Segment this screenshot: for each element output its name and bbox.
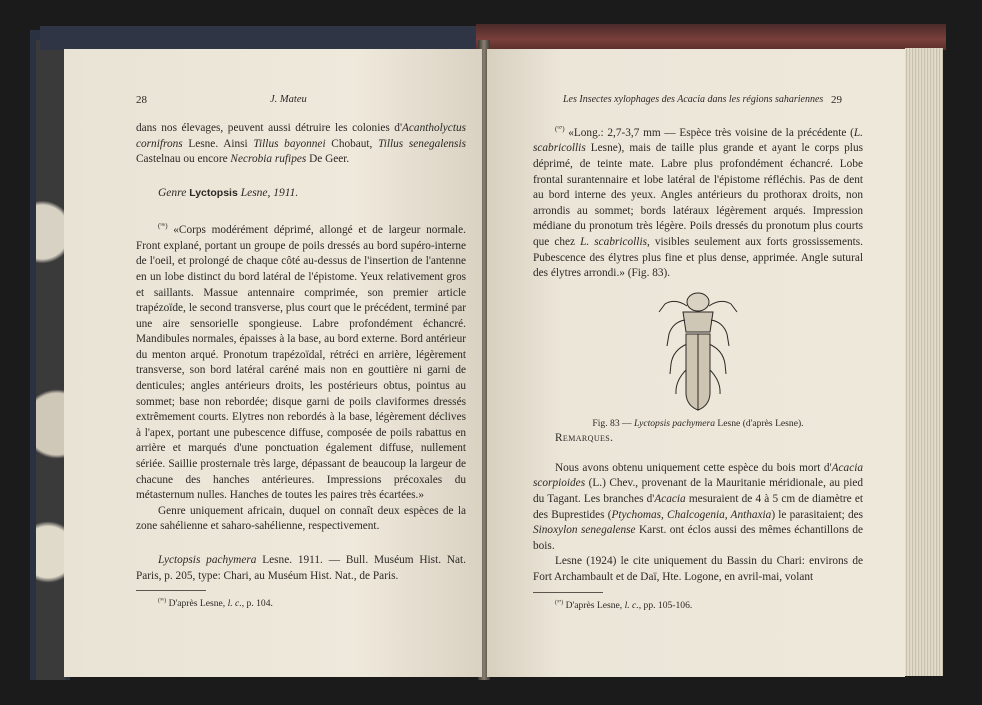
right-page [487, 49, 905, 677]
right-running-head: Les Insectes xylophages des Acacia dans les régions sahariennes [563, 94, 824, 105]
remarques-heading: Remarques. [555, 432, 614, 445]
left-page [64, 49, 482, 677]
book-top-board [476, 24, 946, 50]
left-page-number: 28 [136, 94, 147, 106]
remarques-paragraph-1: Nous avons obtenu uniquement cette espèce du bois mort d'Acacia scorpioides (L.) Chev., provenant de la Mauritanie méridionale, au pied du Tagant. Les branches d'Acacia mesuraient de 4 à 5 cm de diamètre et des Buprestides (Ptychomas, Chalcogenia, Anthaxia) le parasitaient; des Sinoxylon senegalense Karst. ont éclos aussi des mêmes échantillons de bois. [533, 461, 863, 552]
footnote-rule [136, 590, 206, 591]
genre-heading: Genre Lyctopsis Lesne, 1911. [158, 186, 299, 199]
page-fore-edge [905, 48, 943, 676]
book-cover-top [40, 26, 480, 50]
left-running-head: J. Mateu [270, 94, 307, 105]
right-page-number: 29 [831, 94, 842, 106]
figure-caption: Fig. 83 — Lyctopsis pachymera Lesne (d'après Lesne). [592, 417, 804, 429]
remarques-paragraph-2: Lesne (1924) le cite uniquement du Bassin du Chari: environs de Fort Archambault et de Daï, Hte. Logone, en avril-mai, volant [533, 555, 863, 584]
distribution-paragraph: Genre uniquement africain, duquel on connaît deux espèces de la zone sahélienne et saharo-sahélienne, respectivement. [136, 504, 466, 533]
genus-description: $^{(^{96})}$ «Corps modérément déprimé, allongé et de largeur normale. Front explané, portant un groupe de poils dressés au bord supéro-interne de l'oeil, et prolongé de chaque côté au-dessus de l'insertion de l'antenne en un lobe distinct du bord latéral de l'épistome. Yeux relativement gros et saillants. Massue antennaire comprimée, son premier article trapézoïde, le second transverse, plus court que le précédent, terminé par une aire sensorielle spongieuse. Labre profondément échancré. Mandibules normales, épaisses à la base, au bord externe. Bord antérieur du menton arqué. Pronotum trapézoïdal, rétréci en arrière, légèrement transverse, son bord latéral caréné mais non en gouttière ni garni de denticules; angles antérieurs droits, les postérieurs obtus, pointus au sommet; base non rebordée; disque garni de poils claviformes dressés extrêmement courts. Elytres non rebordés à la base, légèrement déclives à l'apex, portant une pubescence diffuse, composée de poils rabattus en arrière et marqués d'une ponctuation également diffuse, nullement sériée. Saillie prosternale très large, dépassant de beaucoup la largeur de chacune des hanches antérieures. Impressions précoxales du métasternum nulles. Hanches de toutes les paires très écartées.» [136, 222, 466, 502]
species-paragraph: Lyctopsis pachymera Lesne. 1911. — Bull. Muséum Hist. Nat. Paris, p. 205, type: Chari, au Muséum Hist. Nat., de Paris. [136, 554, 467, 582]
footnote-rule-right [533, 592, 603, 593]
intro-paragraph: dans nos élevages, peuvent aussi détruire les colonies d'Acantholyctus cornifrons Lesne. Ainsi Tillus bayonnei Chobaut, Tillus senegalensis Castelnau ou encore Necrobia rufipes De Geer. [136, 122, 466, 166]
left-body [136, 121, 466, 610]
right-footnote: $^{(^{97})}$ D'après Lesne, l. c., pp. 105-106. [555, 599, 693, 611]
right-body [533, 122, 863, 612]
left-footnote: $^{(^{96})}$ D'après Lesne, l. c., p. 104. [158, 598, 273, 610]
beetle-illustration [643, 284, 753, 416]
species-description: $^{(^{97})}$ «Long.: 2,7-3,7 mm — Espèce très voisine de la précédente (L. scabricollis Lesne), mais de taille plus grande et ayant le corps plus déprimé, de teinte mate. Labre plus profondément échancré. Lobe frontal surantennaire et lobe latéral de l'épistome réfléchis. Pas de dent au bord interne des yeux. Angles antérieurs du prothorax droits, non arrondis au sommet; bords latéraux légèrement arqués. Impression médiane du pronotum très légère. Poils dressés du pronotum plus courts que chez L. scabricollis, visibles seulement aux forts grossissements. Pubescence des élytres plus fine et plus dense, apprimée. Angle sutural des élytres arrondi.» (Fig. 83). [533, 125, 863, 280]
marbled-endpaper [36, 40, 66, 680]
